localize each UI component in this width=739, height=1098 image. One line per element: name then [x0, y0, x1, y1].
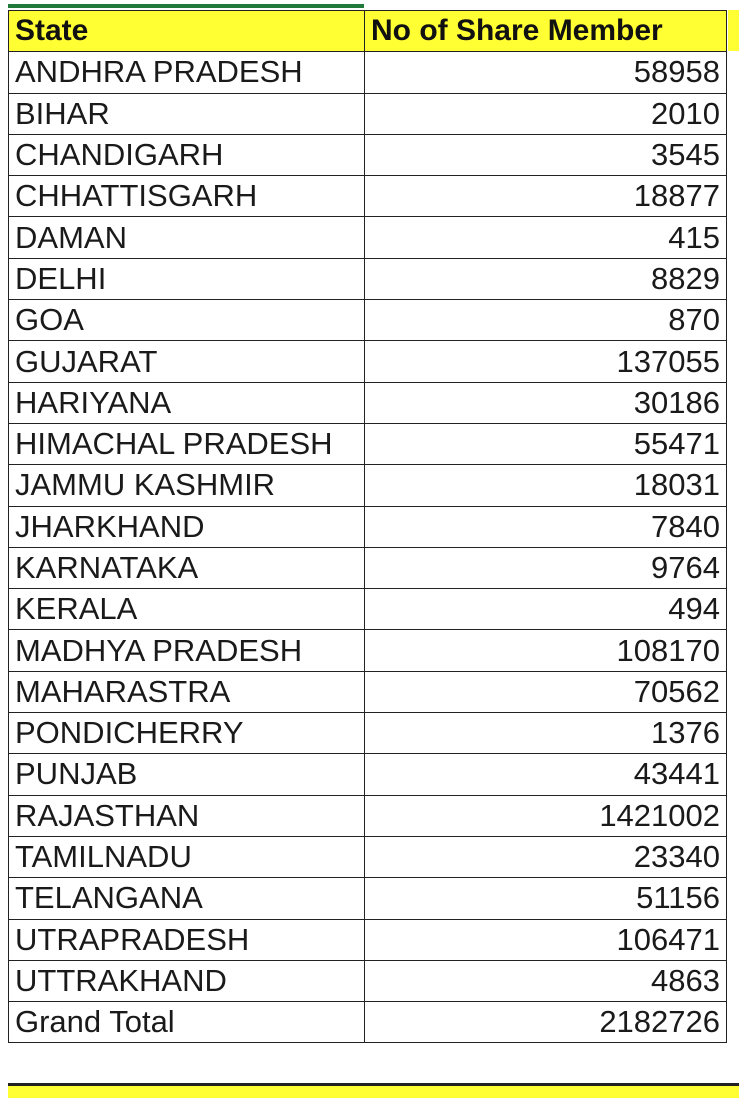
table-row [9, 506, 727, 547]
table-row [9, 93, 727, 134]
state-cell[interactable]: RAJASTHAN [9, 795, 365, 836]
member-count-cell[interactable]: 494 [365, 589, 727, 630]
header-state[interactable]: State [9, 11, 365, 52]
table-row [9, 671, 727, 712]
table-row [9, 713, 727, 754]
member-count-cell[interactable]: 106471 [365, 919, 727, 960]
member-count-cell[interactable]: 18031 [365, 465, 727, 506]
state-cell[interactable]: CHHATTISGARH [9, 176, 365, 217]
member-count-cell[interactable]: 137055 [365, 341, 727, 382]
state-cell[interactable]: UTTRAKHAND [9, 960, 365, 1001]
table-row [9, 919, 727, 960]
member-count-cell[interactable]: 1421002 [365, 795, 727, 836]
member-count-cell[interactable]: 55471 [365, 423, 727, 464]
table-row [9, 836, 727, 877]
table-row [9, 52, 727, 93]
state-cell[interactable]: CHANDIGARH [9, 134, 365, 175]
member-count-cell[interactable]: 70562 [365, 671, 727, 712]
state-cell[interactable]: PUNJAB [9, 754, 365, 795]
table-row [9, 341, 727, 382]
member-count-cell[interactable]: 8829 [365, 258, 727, 299]
table-row [9, 134, 727, 175]
table-row [9, 465, 727, 506]
state-cell[interactable]: DAMAN [9, 217, 365, 258]
member-count-cell[interactable]: 23340 [365, 836, 727, 877]
table-row [9, 547, 727, 588]
state-cell[interactable]: UTRAPRADESH [9, 919, 365, 960]
table-row [9, 960, 727, 1001]
member-count-cell[interactable]: 30186 [365, 382, 727, 423]
state-cell[interactable]: ANDHRA PRADESH [9, 52, 365, 93]
table-row [9, 300, 727, 341]
state-cell[interactable]: JHARKHAND [9, 506, 365, 547]
table-row [9, 795, 727, 836]
table-row [9, 630, 727, 671]
grand-total-value[interactable]: 2182726 [365, 1002, 727, 1043]
member-count-cell[interactable]: 870 [365, 300, 727, 341]
table-row [9, 878, 727, 919]
grand-total-label[interactable]: Grand Total [9, 1002, 365, 1043]
state-cell[interactable]: DELHI [9, 258, 365, 299]
table-row [9, 754, 727, 795]
member-count-cell[interactable]: 4863 [365, 960, 727, 1001]
state-cell[interactable]: KARNATAKA [9, 547, 365, 588]
selection-indicator [8, 4, 364, 8]
state-cell[interactable]: MAHARASTRA [9, 671, 365, 712]
table-row [9, 382, 727, 423]
header-row [9, 11, 727, 52]
member-count-cell[interactable]: 108170 [365, 630, 727, 671]
state-cell[interactable]: TELANGANA [9, 878, 365, 919]
next-row-partial [8, 1083, 739, 1098]
state-cell[interactable]: HARIYANA [9, 382, 365, 423]
member-count-cell[interactable]: 9764 [365, 547, 727, 588]
state-cell[interactable]: HIMACHAL PRADESH [9, 423, 365, 464]
member-count-cell[interactable]: 415 [365, 217, 727, 258]
state-cell[interactable]: KERALA [9, 589, 365, 630]
table-body [9, 52, 727, 1002]
member-count-cell[interactable]: 43441 [365, 754, 727, 795]
table-row [9, 423, 727, 464]
table-row [9, 589, 727, 630]
member-count-cell[interactable]: 7840 [365, 506, 727, 547]
member-count-cell[interactable]: 51156 [365, 878, 727, 919]
grand-total-row [9, 1002, 727, 1043]
state-cell[interactable]: BIHAR [9, 93, 365, 134]
table-row [9, 176, 727, 217]
member-count-cell[interactable]: 2010 [365, 93, 727, 134]
state-cell[interactable]: GOA [9, 300, 365, 341]
state-cell[interactable]: MADHYA PRADESH [9, 630, 365, 671]
state-cell[interactable]: JAMMU KASHMIR [9, 465, 365, 506]
state-cell[interactable]: TAMILNADU [9, 836, 365, 877]
member-count-cell[interactable]: 1376 [365, 713, 727, 754]
table-row [9, 258, 727, 299]
top-strip [0, 0, 739, 8]
header-members[interactable]: No of Share Member [365, 11, 727, 52]
member-count-cell[interactable]: 58958 [365, 52, 727, 93]
state-cell[interactable]: GUJARAT [9, 341, 365, 382]
state-cell[interactable]: PONDICHERRY [9, 713, 365, 754]
member-count-cell[interactable]: 18877 [365, 176, 727, 217]
table-row [9, 217, 727, 258]
share-member-table [8, 10, 727, 1043]
member-count-cell[interactable]: 3545 [365, 134, 727, 175]
adjacent-header-cell [728, 10, 739, 51]
